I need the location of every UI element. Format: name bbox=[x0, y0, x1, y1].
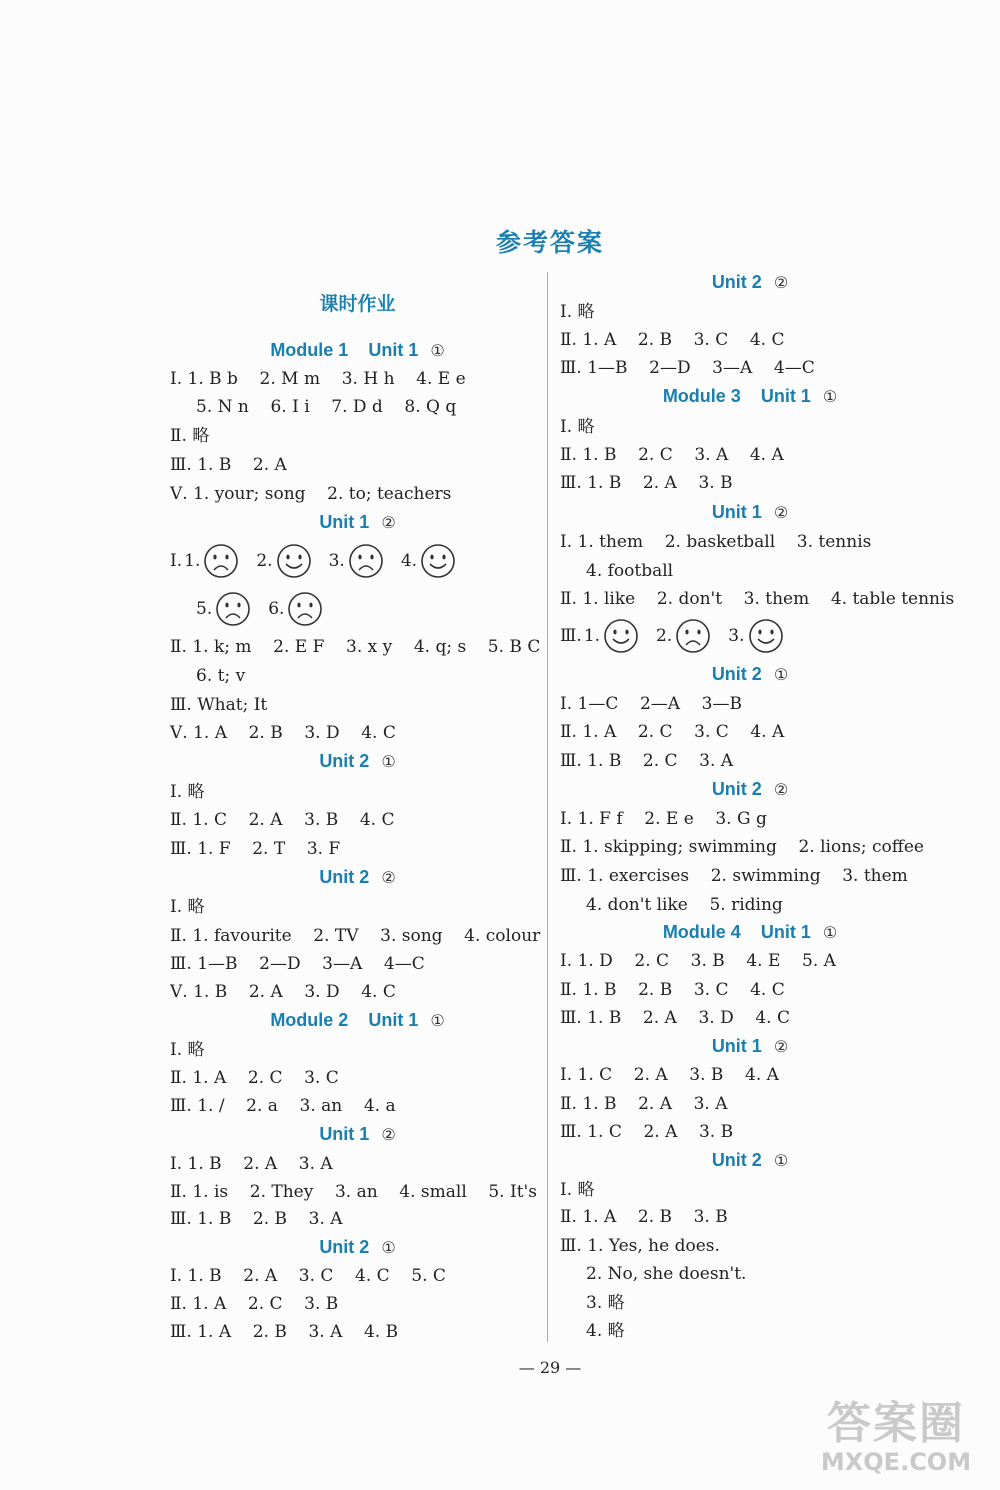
answer-number: 6. bbox=[268, 599, 285, 619]
face-answer bbox=[656, 617, 712, 655]
answer-line: 3. 略 bbox=[586, 1293, 625, 1313]
face-answer-row bbox=[560, 616, 801, 656]
page-title: 参考答案 bbox=[495, 228, 604, 257]
lesson-number-mark: ① bbox=[773, 1151, 789, 1170]
answer-line: Ⅲ. 1. A 2. B 3. A 4. B bbox=[170, 1322, 399, 1342]
answer-line: Ⅲ. 1. Yes, he does. bbox=[560, 1236, 720, 1256]
answer-number: 3. bbox=[328, 551, 345, 571]
answer-line: Ⅱ. 1. B 2. C 3. A 4. A bbox=[560, 445, 784, 465]
answer-number: 2. bbox=[656, 626, 673, 646]
answer-line: Ⅰ. 1. B 2. A 3. A bbox=[170, 1154, 333, 1174]
sad-face-icon bbox=[214, 590, 252, 628]
answer-line: Ⅲ. 1. B 2. B 3. A bbox=[170, 1209, 343, 1229]
sad-face-icon bbox=[347, 542, 385, 580]
answer-line: Ⅲ. 1. B 2. C 3. A bbox=[560, 751, 734, 771]
answer-line: Ⅰ. 1. C 2. A 3. B 4. A bbox=[560, 1065, 779, 1085]
answer-line: Ⅱ. 1. A 2. B 3. C 4. C bbox=[560, 330, 785, 350]
face-answer bbox=[584, 617, 640, 655]
answer-line: Ⅲ. 1. C 2. A 3. B bbox=[560, 1122, 734, 1142]
smiley-face-icon bbox=[419, 542, 457, 580]
section-heading-text: Module 1 Unit 1 bbox=[270, 340, 419, 360]
lesson-number-mark: ① bbox=[822, 387, 838, 406]
answer-line: Ⅱ. 1. A 2. C 3. B bbox=[170, 1294, 339, 1314]
section-heading-text: Unit 2 bbox=[319, 867, 370, 887]
answer-number: 1. bbox=[184, 551, 201, 571]
answer-line: Ⅱ. 1. favourite 2. TV 3. song 4. colour bbox=[170, 926, 541, 946]
answer-line: Ⅱ. 1. A 2. C 3. C 4. A bbox=[560, 722, 785, 742]
answer-line: Ⅲ. 1. / 2. a 3. an 4. a bbox=[170, 1096, 396, 1116]
section-heading bbox=[170, 747, 545, 775]
answer-number: 3. bbox=[728, 626, 745, 646]
section-heading bbox=[170, 336, 545, 364]
lesson-number-mark: ① bbox=[773, 665, 789, 684]
section-heading-text: Module 4 Unit 1 bbox=[662, 922, 811, 942]
face-answer bbox=[401, 542, 457, 580]
answer-line: Ⅰ. 1. F f 2. E e 3. G g bbox=[560, 809, 767, 829]
answer-line: Ⅰ. 1. B b 2. M m 3. H h 4. E e bbox=[170, 369, 466, 389]
watermark-chars: 答案圈 bbox=[827, 1398, 965, 1449]
section-heading-text: Unit 2 bbox=[711, 1150, 762, 1170]
face-answer bbox=[268, 590, 324, 628]
section-heading-text: Module 2 Unit 1 bbox=[270, 1010, 419, 1030]
column-divider bbox=[547, 272, 548, 1342]
section-heading-text: Unit 1 bbox=[319, 1124, 370, 1144]
answer-line: Ⅱ. 1. A 2. C 3. C bbox=[170, 1068, 339, 1088]
section-heading bbox=[560, 382, 940, 410]
section-heading bbox=[170, 1006, 545, 1034]
smiley-face-icon bbox=[747, 617, 785, 655]
lesson-number-mark: ② bbox=[381, 868, 396, 887]
section-heading-text: Module 3 Unit 1 bbox=[662, 386, 811, 406]
face-answer bbox=[329, 542, 385, 580]
answer-line: Ⅱ. 1. skipping; swimming 2. lions; coffee bbox=[560, 837, 924, 857]
section-heading-text: Unit 2 bbox=[319, 751, 370, 771]
section-heading bbox=[170, 508, 545, 536]
answer-line: 2. No, she doesn't. bbox=[586, 1264, 747, 1284]
answer-line: Ⅲ. What; It bbox=[170, 695, 268, 715]
answer-line: Ⅰ. 略 bbox=[170, 897, 205, 917]
section-heading-text: Unit 1 bbox=[319, 512, 370, 532]
answer-line: 5. N n 6. I i 7. D d 8. Q q bbox=[196, 397, 457, 417]
answer-line: Ⅲ. 1. B 2. A bbox=[170, 455, 287, 475]
answer-line: Ⅰ. 略 bbox=[560, 417, 595, 437]
section-heading bbox=[560, 1032, 940, 1060]
answer-line: Ⅱ. 1. k; m 2. E F 3. x y 4. q; s 5. B C bbox=[170, 637, 541, 657]
face-answer bbox=[256, 542, 312, 580]
answer-number: 4. bbox=[400, 551, 418, 571]
smiley-face-icon bbox=[602, 617, 640, 655]
smiley-face-icon bbox=[275, 542, 313, 580]
section-heading bbox=[560, 498, 940, 526]
sad-face-icon bbox=[286, 590, 324, 628]
section-heading bbox=[170, 1120, 545, 1148]
watermark-logo bbox=[806, 1400, 986, 1476]
answer-line: Ⅲ. 1—B 2—D 3—A 4—C bbox=[560, 358, 815, 378]
lesson-number-mark: ② bbox=[381, 1125, 396, 1144]
answer-line: Ⅴ. 1. A 2. B 3. D 4. C bbox=[170, 723, 396, 743]
answer-line: Ⅰ. 1. B 2. A 3. C 4. C 5. C bbox=[170, 1266, 446, 1286]
lesson-number-mark: ② bbox=[381, 513, 396, 532]
answer-number: 1. bbox=[583, 626, 601, 646]
lesson-number-mark: ① bbox=[381, 752, 396, 771]
lesson-number-mark: ① bbox=[381, 1238, 396, 1257]
answer-line: Ⅰ. 略 bbox=[560, 302, 595, 322]
answer-line: Ⅰ. 略 bbox=[560, 1180, 595, 1200]
answer-line: Ⅰ. 1. them 2. basketball 3. tennis bbox=[560, 532, 872, 552]
watermark-url: MXQE.COM bbox=[820, 1448, 972, 1476]
sad-face-icon bbox=[674, 617, 712, 655]
answer-line: Ⅲ. 1. B 2. A 3. B bbox=[560, 473, 733, 493]
section-heading bbox=[560, 918, 940, 946]
lesson-number-mark: ② bbox=[773, 780, 789, 799]
answer-line: Ⅰ. 略 bbox=[170, 782, 205, 802]
answer-line: Ⅱ. 1. C 2. A 3. B 4. C bbox=[170, 810, 395, 830]
answer-line: Ⅴ. 1. B 2. A 3. D 4. C bbox=[170, 982, 396, 1002]
section-heading bbox=[560, 775, 940, 803]
answer-line: 4. don't like 5. riding bbox=[586, 895, 783, 915]
answer-line: 6. t; v bbox=[196, 666, 246, 686]
question-number: Ⅰ. bbox=[170, 551, 183, 571]
lesson-number-mark: ② bbox=[773, 503, 789, 522]
section-heading bbox=[560, 1146, 940, 1174]
answer-line: Ⅱ. 1. B 2. A 3. A bbox=[560, 1094, 728, 1114]
section-heading bbox=[560, 660, 940, 688]
answer-line: Ⅰ. 略 bbox=[170, 1040, 205, 1060]
section-heading bbox=[170, 290, 545, 318]
section-heading bbox=[170, 1233, 545, 1261]
answer-line: Ⅱ. 1. B 2. B 3. C 4. C bbox=[560, 980, 785, 1000]
face-answer bbox=[728, 617, 784, 655]
answer-number: 5. bbox=[196, 599, 213, 619]
answer-line: Ⅱ. 1. like 2. don't 3. them 4. table tennis bbox=[560, 589, 955, 609]
sad-face-icon bbox=[202, 542, 240, 580]
question-number: Ⅲ. bbox=[560, 626, 582, 646]
answer-line: Ⅱ. 1. A 2. B 3. B bbox=[560, 1207, 728, 1227]
face-answer bbox=[184, 542, 240, 580]
lesson-number-mark: ① bbox=[822, 923, 838, 942]
section-heading-text: Unit 1 bbox=[711, 1036, 762, 1056]
answer-line: Ⅱ. 1. is 2. They 3. an 4. small 5. It's bbox=[170, 1182, 537, 1202]
answer-line: 4. football bbox=[586, 561, 674, 581]
answer-line: Ⅰ. 1. D 2. C 3. B 4. E 5. A bbox=[560, 951, 836, 971]
face-answer-row bbox=[170, 541, 473, 581]
answer-line: Ⅴ. 1. your; song 2. to; teachers bbox=[170, 484, 452, 504]
face-answer bbox=[196, 590, 252, 628]
answer-number: 2. bbox=[256, 551, 273, 571]
answer-line: Ⅲ. 1—B 2—D 3—A 4—C bbox=[170, 954, 425, 974]
section-heading bbox=[170, 863, 545, 891]
lesson-number-mark: ② bbox=[773, 1037, 789, 1056]
section-heading bbox=[560, 268, 940, 296]
answer-line: 4. 略 bbox=[586, 1321, 625, 1341]
section-heading-text: 课时作业 bbox=[319, 293, 396, 315]
lesson-number-mark: ② bbox=[773, 273, 789, 292]
page-number: — 29 — bbox=[518, 1358, 582, 1377]
section-heading-text: Unit 2 bbox=[319, 1237, 370, 1257]
answer-line: Ⅰ. 1—C 2—A 3—B bbox=[560, 694, 742, 714]
face-answer-row bbox=[196, 589, 340, 629]
answer-line: Ⅲ. 1. F 2. T 3. F bbox=[170, 839, 341, 859]
lesson-number-mark: ① bbox=[430, 1011, 445, 1030]
section-heading-text: Unit 2 bbox=[711, 664, 762, 684]
section-heading-text: Unit 2 bbox=[711, 779, 762, 799]
section-heading-text: Unit 1 bbox=[711, 502, 762, 522]
answer-line: Ⅲ. 1. exercises 2. swimming 3. them bbox=[560, 866, 908, 886]
lesson-number-mark: ① bbox=[430, 341, 445, 360]
answer-line: Ⅱ. 略 bbox=[170, 426, 210, 446]
section-heading-text: Unit 2 bbox=[711, 272, 762, 292]
answer-line: Ⅲ. 1. B 2. A 3. D 4. C bbox=[560, 1008, 790, 1028]
